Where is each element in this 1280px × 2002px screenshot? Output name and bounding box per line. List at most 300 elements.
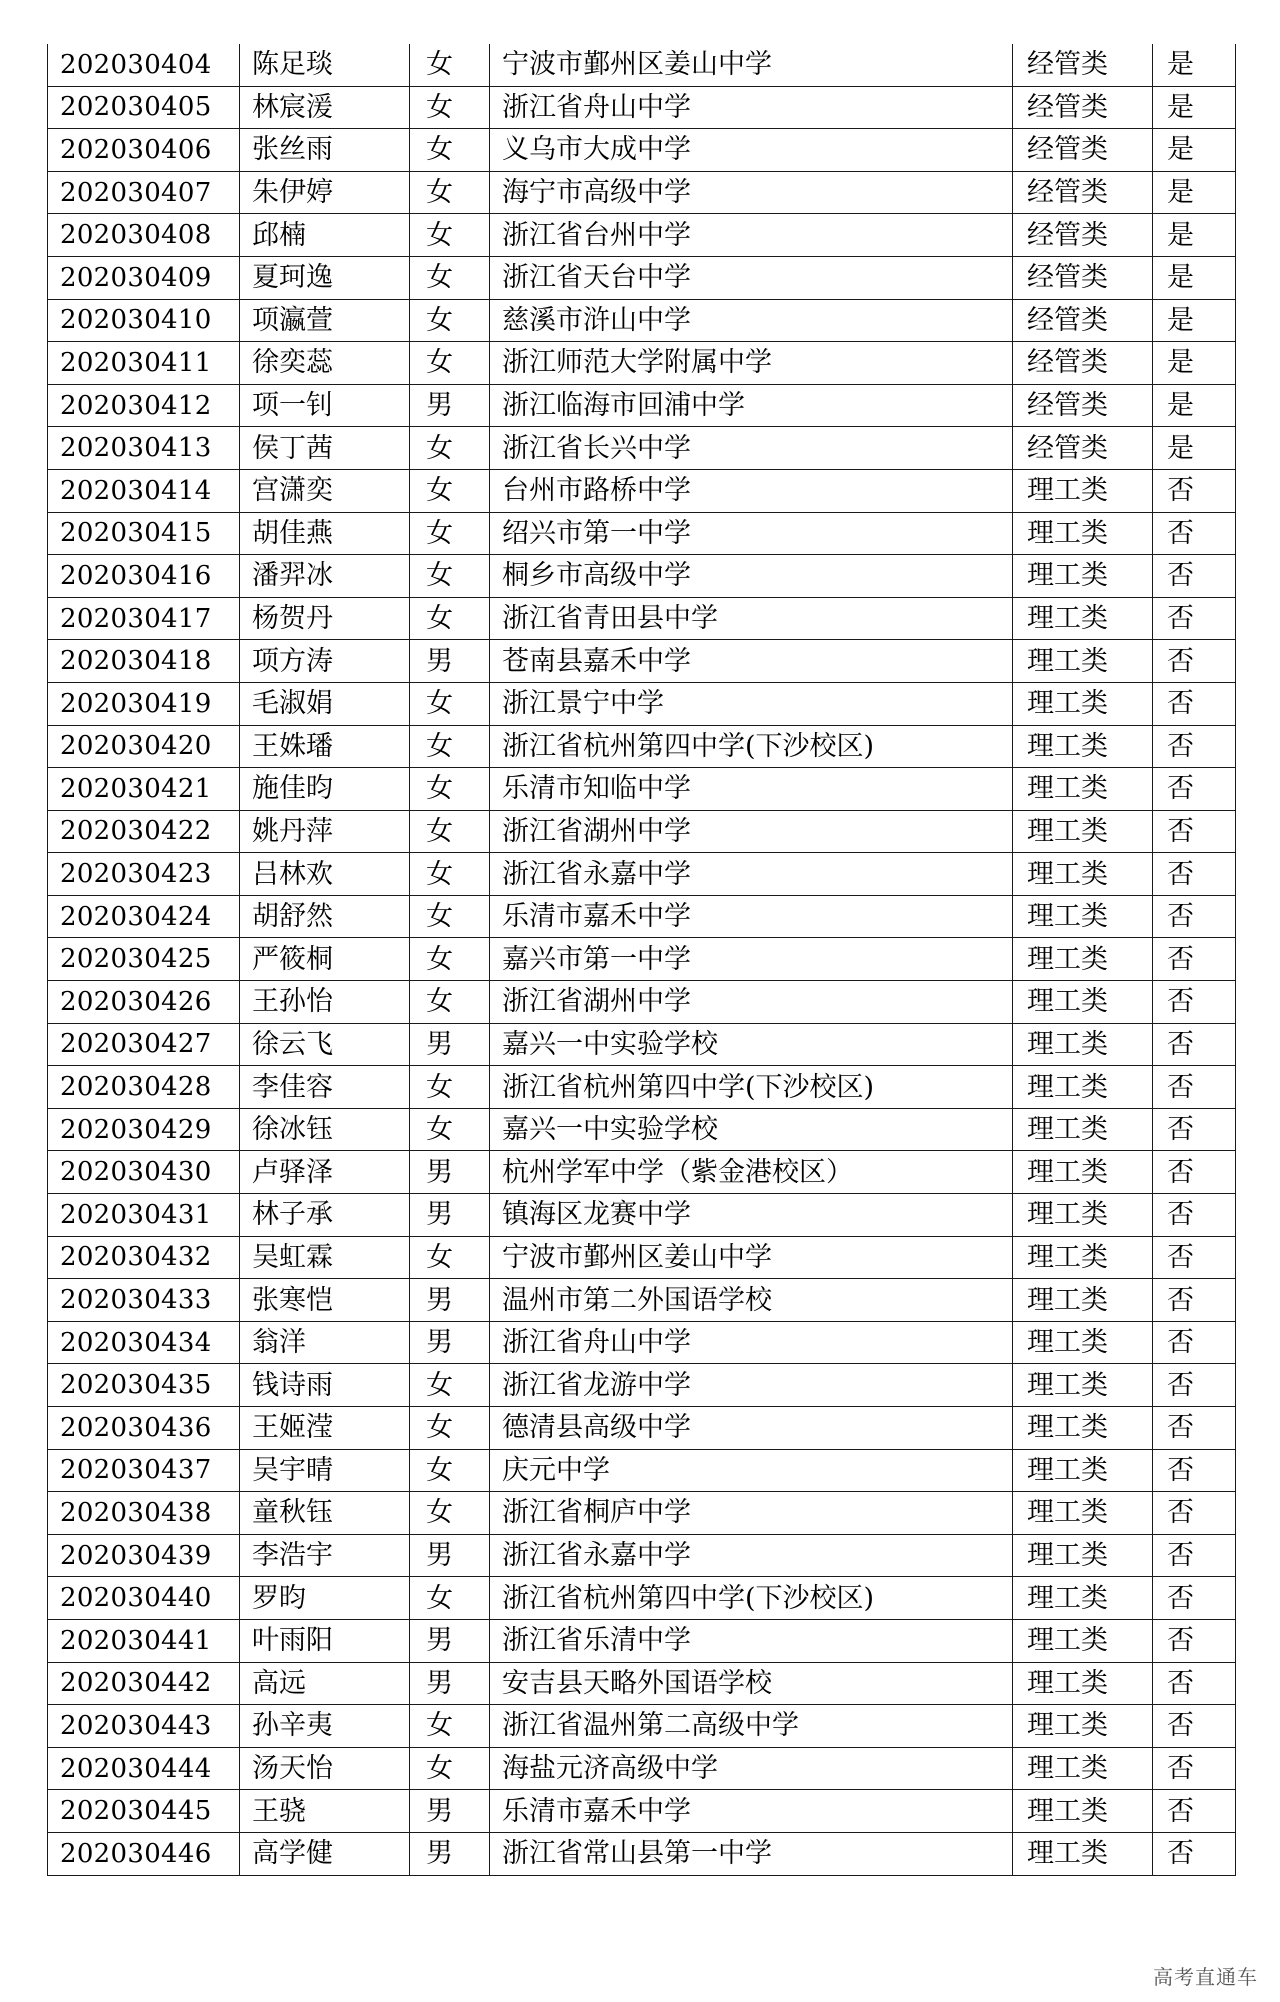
student-id-cell: 202030405 <box>48 86 240 129</box>
student-id-cell: 202030438 <box>48 1492 240 1535</box>
flag-cell: 否 <box>1153 682 1236 725</box>
category-cell: 理工类 <box>1013 1407 1153 1450</box>
student-id-cell: 202030446 <box>48 1832 240 1875</box>
student-name-cell: 孙辛夷 <box>240 1705 410 1748</box>
flag-cell: 否 <box>1153 1023 1236 1066</box>
category-cell: 理工类 <box>1013 1577 1153 1620</box>
table-row <box>48 597 1236 640</box>
student-name-cell: 张寒恺 <box>240 1279 410 1322</box>
student-id-cell: 202030411 <box>48 342 240 385</box>
gender-cell: 男 <box>410 1662 490 1705</box>
category-cell: 理工类 <box>1013 555 1153 598</box>
student-id-cell: 202030408 <box>48 214 240 257</box>
student-id-cell: 202030421 <box>48 768 240 811</box>
student-name-cell: 吕林欢 <box>240 853 410 896</box>
student-name-cell: 毛淑娟 <box>240 682 410 725</box>
flag-cell: 否 <box>1153 725 1236 768</box>
table-row <box>48 427 1236 470</box>
gender-cell: 女 <box>410 597 490 640</box>
school-cell: 浙江省杭州第四中学(下沙校区) <box>490 725 1013 768</box>
gender-cell: 女 <box>410 981 490 1024</box>
table-row <box>48 1619 1236 1662</box>
school-cell: 苍南县嘉禾中学 <box>490 640 1013 683</box>
category-cell: 理工类 <box>1013 853 1153 896</box>
table-body <box>48 44 1236 1875</box>
table-row <box>48 214 1236 257</box>
student-name-cell: 高远 <box>240 1662 410 1705</box>
student-name-cell: 李佳容 <box>240 1066 410 1109</box>
category-cell: 理工类 <box>1013 981 1153 1024</box>
flag-cell: 否 <box>1153 1577 1236 1620</box>
school-cell: 庆元中学 <box>490 1449 1013 1492</box>
student-name-cell: 徐云飞 <box>240 1023 410 1066</box>
student-name-cell: 吴虹霖 <box>240 1236 410 1279</box>
table-row <box>48 44 1236 86</box>
category-cell: 理工类 <box>1013 938 1153 981</box>
category-cell: 理工类 <box>1013 1194 1153 1237</box>
category-cell: 经管类 <box>1013 129 1153 172</box>
flag-cell: 否 <box>1153 640 1236 683</box>
category-cell: 理工类 <box>1013 597 1153 640</box>
school-cell: 慈溪市浒山中学 <box>490 299 1013 342</box>
table-row <box>48 1023 1236 1066</box>
student-name-cell: 李浩宇 <box>240 1534 410 1577</box>
category-cell: 经管类 <box>1013 44 1153 86</box>
flag-cell: 否 <box>1153 597 1236 640</box>
school-cell: 浙江省青田县中学 <box>490 597 1013 640</box>
flag-cell: 否 <box>1153 853 1236 896</box>
student-id-cell: 202030444 <box>48 1747 240 1790</box>
school-cell: 义乌市大成中学 <box>490 129 1013 172</box>
flag-cell: 否 <box>1153 1407 1236 1450</box>
flag-cell: 否 <box>1153 810 1236 853</box>
table-row <box>48 1066 1236 1109</box>
school-cell: 德清县高级中学 <box>490 1407 1013 1450</box>
student-name-cell: 胡佳燕 <box>240 512 410 555</box>
category-cell: 理工类 <box>1013 1832 1153 1875</box>
table-row <box>48 938 1236 981</box>
gender-cell: 男 <box>410 1534 490 1577</box>
gender-cell: 女 <box>410 256 490 299</box>
school-cell: 嘉兴一中实验学校 <box>490 1108 1013 1151</box>
table-row <box>48 256 1236 299</box>
student-name-cell: 王姬滢 <box>240 1407 410 1450</box>
category-cell: 理工类 <box>1013 1619 1153 1662</box>
category-cell: 理工类 <box>1013 768 1153 811</box>
school-cell: 乐清市嘉禾中学 <box>490 895 1013 938</box>
category-cell: 理工类 <box>1013 1023 1153 1066</box>
gender-cell: 女 <box>410 1407 490 1450</box>
table-row <box>48 555 1236 598</box>
student-id-cell: 202030406 <box>48 129 240 172</box>
school-cell: 安吉县天略外国语学校 <box>490 1662 1013 1705</box>
category-cell: 理工类 <box>1013 810 1153 853</box>
student-name-cell: 项一钊 <box>240 384 410 427</box>
student-id-cell: 202030404 <box>48 44 240 86</box>
table-row <box>48 1108 1236 1151</box>
gender-cell: 女 <box>410 1066 490 1109</box>
student-id-cell: 202030410 <box>48 299 240 342</box>
school-cell: 浙江省台州中学 <box>490 214 1013 257</box>
school-cell: 浙江省永嘉中学 <box>490 1534 1013 1577</box>
table-row <box>48 342 1236 385</box>
gender-cell: 女 <box>410 1747 490 1790</box>
flag-cell: 是 <box>1153 427 1236 470</box>
flag-cell: 否 <box>1153 938 1236 981</box>
table-row <box>48 469 1236 512</box>
student-id-cell: 202030415 <box>48 512 240 555</box>
student-name-cell: 林宸湲 <box>240 86 410 129</box>
category-cell: 经管类 <box>1013 299 1153 342</box>
school-cell: 浙江省常山县第一中学 <box>490 1832 1013 1875</box>
school-cell: 浙江省湖州中学 <box>490 810 1013 853</box>
flag-cell: 否 <box>1153 1108 1236 1151</box>
school-cell: 浙江省龙游中学 <box>490 1364 1013 1407</box>
student-name-cell: 王孙怡 <box>240 981 410 1024</box>
flag-cell: 否 <box>1153 1492 1236 1535</box>
category-cell: 理工类 <box>1013 1108 1153 1151</box>
category-cell: 理工类 <box>1013 1492 1153 1535</box>
gender-cell: 女 <box>410 1577 490 1620</box>
flag-cell: 是 <box>1153 342 1236 385</box>
category-cell: 理工类 <box>1013 1705 1153 1748</box>
gender-cell: 男 <box>410 384 490 427</box>
student-id-cell: 202030425 <box>48 938 240 981</box>
student-id-cell: 202030432 <box>48 1236 240 1279</box>
student-id-cell: 202030427 <box>48 1023 240 1066</box>
student-id-cell: 202030442 <box>48 1662 240 1705</box>
category-cell: 理工类 <box>1013 512 1153 555</box>
gender-cell: 女 <box>410 129 490 172</box>
school-cell: 浙江景宁中学 <box>490 682 1013 725</box>
category-cell: 理工类 <box>1013 1534 1153 1577</box>
flag-cell: 否 <box>1153 1066 1236 1109</box>
student-name-cell: 罗昀 <box>240 1577 410 1620</box>
gender-cell: 女 <box>410 555 490 598</box>
student-id-cell: 202030424 <box>48 895 240 938</box>
student-id-cell: 202030418 <box>48 640 240 683</box>
student-id-cell: 202030430 <box>48 1151 240 1194</box>
school-cell: 浙江省乐清中学 <box>490 1619 1013 1662</box>
flag-cell: 否 <box>1153 1194 1236 1237</box>
admission-list-table <box>47 44 1236 1876</box>
school-cell: 宁波市鄞州区姜山中学 <box>490 1236 1013 1279</box>
table-row <box>48 640 1236 683</box>
flag-cell: 否 <box>1153 1832 1236 1875</box>
flag-cell: 否 <box>1153 1747 1236 1790</box>
student-name-cell: 童秋钰 <box>240 1492 410 1535</box>
gender-cell: 女 <box>410 299 490 342</box>
student-name-cell: 林子承 <box>240 1194 410 1237</box>
student-name-cell: 胡舒然 <box>240 895 410 938</box>
school-cell: 乐清市嘉禾中学 <box>490 1790 1013 1833</box>
student-id-cell: 202030437 <box>48 1449 240 1492</box>
school-cell: 台州市路桥中学 <box>490 469 1013 512</box>
table-row <box>48 171 1236 214</box>
student-name-cell: 项瀛萱 <box>240 299 410 342</box>
table-row <box>48 1832 1236 1875</box>
student-id-cell: 202030407 <box>48 171 240 214</box>
gender-cell: 女 <box>410 725 490 768</box>
table-row <box>48 725 1236 768</box>
table-row <box>48 1492 1236 1535</box>
category-cell: 理工类 <box>1013 1790 1153 1833</box>
student-id-cell: 202030413 <box>48 427 240 470</box>
flag-cell: 否 <box>1153 1321 1236 1364</box>
gender-cell: 女 <box>410 512 490 555</box>
table-row <box>48 895 1236 938</box>
watermark-text: 高考直通车 <box>1153 1965 1258 1989</box>
table-row <box>48 853 1236 896</box>
student-id-cell: 202030420 <box>48 725 240 768</box>
table-row <box>48 1449 1236 1492</box>
category-cell: 理工类 <box>1013 1364 1153 1407</box>
table-row <box>48 86 1236 129</box>
table-row <box>48 1321 1236 1364</box>
category-cell: 理工类 <box>1013 1151 1153 1194</box>
school-cell: 温州市第二外国语学校 <box>490 1279 1013 1322</box>
student-name-cell: 陈足琰 <box>240 44 410 86</box>
school-cell: 绍兴市第一中学 <box>490 512 1013 555</box>
student-id-cell: 202030429 <box>48 1108 240 1151</box>
student-name-cell: 严筱桐 <box>240 938 410 981</box>
flag-cell: 否 <box>1153 1662 1236 1705</box>
gender-cell: 女 <box>410 938 490 981</box>
flag-cell: 是 <box>1153 86 1236 129</box>
category-cell: 经管类 <box>1013 342 1153 385</box>
table-row <box>48 810 1236 853</box>
student-name-cell: 潘羿冰 <box>240 555 410 598</box>
gender-cell: 女 <box>410 1108 490 1151</box>
category-cell: 理工类 <box>1013 682 1153 725</box>
student-name-cell: 项方涛 <box>240 640 410 683</box>
school-cell: 宁波市鄞州区姜山中学 <box>490 44 1013 86</box>
table-row <box>48 1705 1236 1748</box>
table-row <box>48 981 1236 1024</box>
school-cell: 海宁市高级中学 <box>490 171 1013 214</box>
student-name-cell: 高学健 <box>240 1832 410 1875</box>
student-name-cell: 卢驿泽 <box>240 1151 410 1194</box>
category-cell: 经管类 <box>1013 427 1153 470</box>
gender-cell: 女 <box>410 469 490 512</box>
gender-cell: 女 <box>410 895 490 938</box>
student-id-cell: 202030428 <box>48 1066 240 1109</box>
school-cell: 镇海区龙赛中学 <box>490 1194 1013 1237</box>
student-id-cell: 202030423 <box>48 853 240 896</box>
student-name-cell: 王姝璠 <box>240 725 410 768</box>
category-cell: 理工类 <box>1013 895 1153 938</box>
table-row <box>48 1236 1236 1279</box>
student-id-cell: 202030419 <box>48 682 240 725</box>
category-cell: 理工类 <box>1013 1236 1153 1279</box>
student-name-cell: 杨贺丹 <box>240 597 410 640</box>
gender-cell: 男 <box>410 1279 490 1322</box>
category-cell: 经管类 <box>1013 171 1153 214</box>
school-cell: 浙江省温州第二高级中学 <box>490 1705 1013 1748</box>
gender-cell: 男 <box>410 1619 490 1662</box>
gender-cell: 女 <box>410 1492 490 1535</box>
gender-cell: 男 <box>410 1194 490 1237</box>
gender-cell: 女 <box>410 853 490 896</box>
category-cell: 经管类 <box>1013 214 1153 257</box>
gender-cell: 女 <box>410 1364 490 1407</box>
gender-cell: 女 <box>410 44 490 86</box>
student-id-cell: 202030412 <box>48 384 240 427</box>
student-name-cell: 张丝雨 <box>240 129 410 172</box>
table-row <box>48 1279 1236 1322</box>
flag-cell: 是 <box>1153 129 1236 172</box>
category-cell: 理工类 <box>1013 1662 1153 1705</box>
category-cell: 理工类 <box>1013 1449 1153 1492</box>
flag-cell: 否 <box>1153 1151 1236 1194</box>
student-name-cell: 汤天怡 <box>240 1747 410 1790</box>
school-cell: 浙江省杭州第四中学(下沙校区) <box>490 1066 1013 1109</box>
gender-cell: 女 <box>410 427 490 470</box>
table-row <box>48 1662 1236 1705</box>
student-id-cell: 202030439 <box>48 1534 240 1577</box>
student-name-cell: 邱楠 <box>240 214 410 257</box>
table-row <box>48 1534 1236 1577</box>
table-row <box>48 512 1236 555</box>
school-cell: 嘉兴一中实验学校 <box>490 1023 1013 1066</box>
table-row <box>48 1577 1236 1620</box>
student-id-cell: 202030431 <box>48 1194 240 1237</box>
table-row <box>48 768 1236 811</box>
student-id-cell: 202030409 <box>48 256 240 299</box>
student-name-cell: 姚丹萍 <box>240 810 410 853</box>
flag-cell: 否 <box>1153 895 1236 938</box>
student-id-cell: 202030440 <box>48 1577 240 1620</box>
gender-cell: 女 <box>410 810 490 853</box>
flag-cell: 是 <box>1153 171 1236 214</box>
flag-cell: 否 <box>1153 1236 1236 1279</box>
flag-cell: 否 <box>1153 1364 1236 1407</box>
category-cell: 理工类 <box>1013 469 1153 512</box>
school-cell: 浙江省杭州第四中学(下沙校区) <box>490 1577 1013 1620</box>
student-name-cell: 朱伊婷 <box>240 171 410 214</box>
table-row <box>48 1747 1236 1790</box>
gender-cell: 女 <box>410 768 490 811</box>
student-name-cell: 徐冰钰 <box>240 1108 410 1151</box>
school-cell: 嘉兴市第一中学 <box>490 938 1013 981</box>
gender-cell: 男 <box>410 1832 490 1875</box>
school-cell: 杭州学军中学（紫金港校区） <box>490 1151 1013 1194</box>
table-row <box>48 1194 1236 1237</box>
gender-cell: 男 <box>410 640 490 683</box>
student-id-cell: 202030416 <box>48 555 240 598</box>
gender-cell: 女 <box>410 86 490 129</box>
gender-cell: 女 <box>410 682 490 725</box>
category-cell: 理工类 <box>1013 640 1153 683</box>
student-id-cell: 202030435 <box>48 1364 240 1407</box>
school-cell: 浙江临海市回浦中学 <box>490 384 1013 427</box>
school-cell: 浙江省湖州中学 <box>490 981 1013 1024</box>
flag-cell: 否 <box>1153 512 1236 555</box>
category-cell: 理工类 <box>1013 725 1153 768</box>
school-cell: 浙江省天台中学 <box>490 256 1013 299</box>
flag-cell: 是 <box>1153 384 1236 427</box>
student-id-cell: 202030443 <box>48 1705 240 1748</box>
gender-cell: 男 <box>410 1321 490 1364</box>
flag-cell: 否 <box>1153 469 1236 512</box>
gender-cell: 女 <box>410 171 490 214</box>
category-cell: 理工类 <box>1013 1747 1153 1790</box>
table-row <box>48 384 1236 427</box>
gender-cell: 女 <box>410 1705 490 1748</box>
school-cell: 乐清市知临中学 <box>490 768 1013 811</box>
category-cell: 经管类 <box>1013 256 1153 299</box>
category-cell: 理工类 <box>1013 1321 1153 1364</box>
table-row <box>48 1364 1236 1407</box>
flag-cell: 否 <box>1153 1534 1236 1577</box>
flag-cell: 否 <box>1153 1790 1236 1833</box>
flag-cell: 否 <box>1153 768 1236 811</box>
student-name-cell: 宫潇奕 <box>240 469 410 512</box>
student-id-cell: 202030436 <box>48 1407 240 1450</box>
student-name-cell: 钱诗雨 <box>240 1364 410 1407</box>
flag-cell: 否 <box>1153 981 1236 1024</box>
student-id-cell: 202030414 <box>48 469 240 512</box>
category-cell: 理工类 <box>1013 1279 1153 1322</box>
student-name-cell: 夏珂逸 <box>240 256 410 299</box>
gender-cell: 女 <box>410 342 490 385</box>
student-id-cell: 202030445 <box>48 1790 240 1833</box>
school-cell: 浙江省永嘉中学 <box>490 853 1013 896</box>
school-cell: 浙江省桐庐中学 <box>490 1492 1013 1535</box>
student-name-cell: 翁洋 <box>240 1321 410 1364</box>
student-id-cell: 202030417 <box>48 597 240 640</box>
gender-cell: 女 <box>410 1449 490 1492</box>
gender-cell: 女 <box>410 214 490 257</box>
school-cell: 浙江省舟山中学 <box>490 86 1013 129</box>
table-row <box>48 299 1236 342</box>
student-name-cell: 侯丁茜 <box>240 427 410 470</box>
flag-cell: 否 <box>1153 555 1236 598</box>
category-cell: 经管类 <box>1013 86 1153 129</box>
gender-cell: 男 <box>410 1023 490 1066</box>
student-name-cell: 施佳昀 <box>240 768 410 811</box>
school-cell: 浙江师范大学附属中学 <box>490 342 1013 385</box>
gender-cell: 女 <box>410 1236 490 1279</box>
student-id-cell: 202030434 <box>48 1321 240 1364</box>
school-cell: 海盐元济高级中学 <box>490 1747 1013 1790</box>
flag-cell: 是 <box>1153 299 1236 342</box>
table-row <box>48 682 1236 725</box>
gender-cell: 男 <box>410 1151 490 1194</box>
flag-cell: 是 <box>1153 214 1236 257</box>
student-name-cell: 徐奕蕊 <box>240 342 410 385</box>
flag-cell: 是 <box>1153 44 1236 86</box>
school-cell: 浙江省舟山中学 <box>490 1321 1013 1364</box>
table-row <box>48 129 1236 172</box>
flag-cell: 否 <box>1153 1705 1236 1748</box>
flag-cell: 否 <box>1153 1279 1236 1322</box>
category-cell: 理工类 <box>1013 1066 1153 1109</box>
student-id-cell: 202030441 <box>48 1619 240 1662</box>
flag-cell: 否 <box>1153 1449 1236 1492</box>
student-id-cell: 202030422 <box>48 810 240 853</box>
table-row <box>48 1151 1236 1194</box>
school-cell: 浙江省长兴中学 <box>490 427 1013 470</box>
student-id-cell: 202030426 <box>48 981 240 1024</box>
flag-cell: 是 <box>1153 256 1236 299</box>
school-cell: 桐乡市高级中学 <box>490 555 1013 598</box>
student-name-cell: 叶雨阳 <box>240 1619 410 1662</box>
student-id-cell: 202030433 <box>48 1279 240 1322</box>
student-name-cell: 吴宇晴 <box>240 1449 410 1492</box>
category-cell: 经管类 <box>1013 384 1153 427</box>
table-row <box>48 1407 1236 1450</box>
